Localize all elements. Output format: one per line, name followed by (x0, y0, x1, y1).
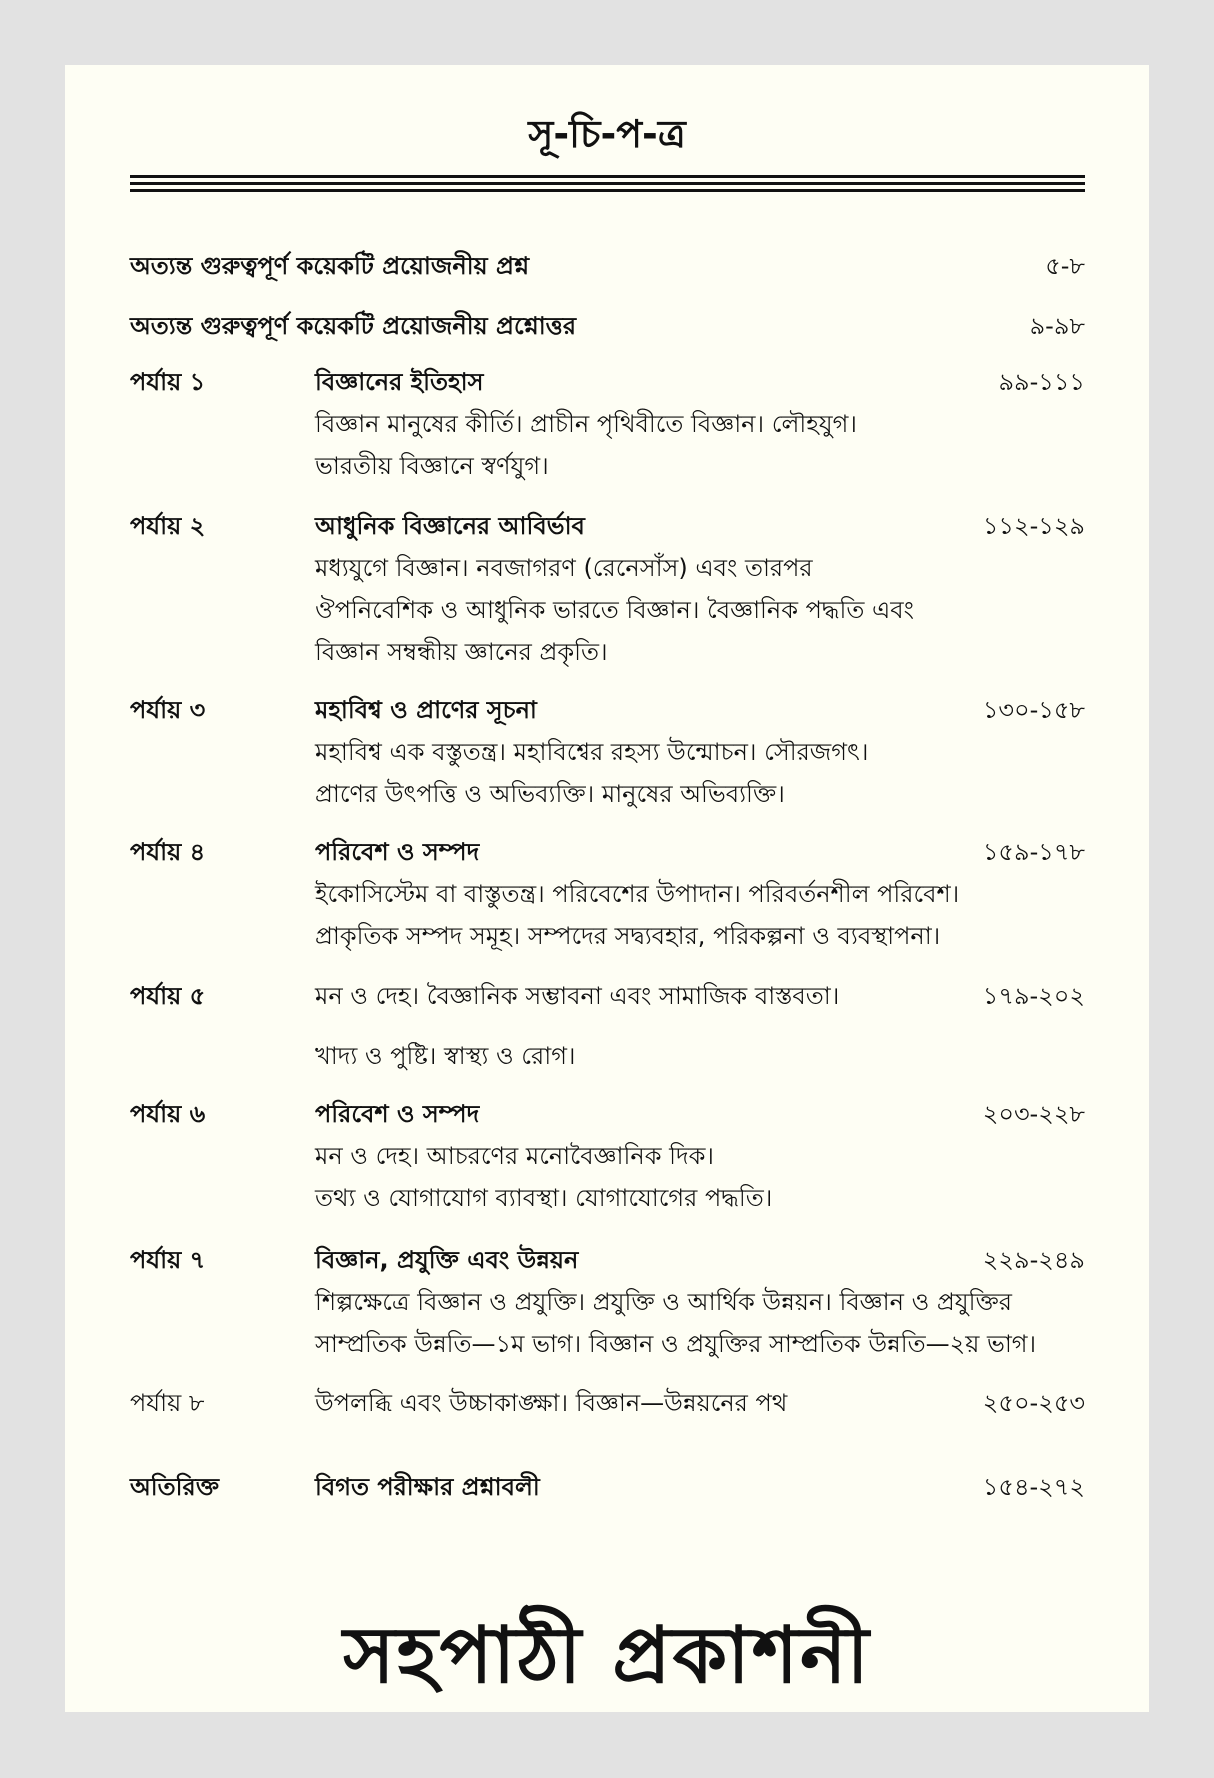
chapter-topic-line: শিল্পক্ষেত্রে বিজ্ঞান ও প্রযুক্তি। প্রযুক্তি ও আর্থিক উন্নয়ন। বিজ্ঞান ও প্রযুক্তির (315, 1288, 1012, 1316)
chapter-pages: ১৭৯-২০২ (982, 982, 1085, 1010)
chapter-topic-line: সাম্প্রতিক উন্নতি—১ম ভাগ। বিজ্ঞান ও প্রযুক্তির সাম্প্রতিক উন্নতি—২য় ভাগ। (315, 1330, 1037, 1358)
chapter-topic-line: মধ্যযুগে বিজ্ঞান। নবজাগরণ (রেনেসাঁস) এবং তারপর (315, 554, 813, 582)
chapter-label: পর্যায় ১ (130, 368, 206, 396)
chapter-topic-line: বিজ্ঞান সম্বন্ধীয় জ্ঞানের প্রকৃতি। (315, 638, 608, 666)
chapter-title: বিজ্ঞান, প্রযুক্তি এবং উন্নয়ন (315, 1246, 579, 1274)
toc-chapter-5 (130, 975, 1085, 1077)
title-divider (130, 175, 1085, 196)
toc-chapter-4 (130, 831, 1085, 957)
chapter-topic-line: খাদ্য ও পুষ্টি। স্বাস্থ্য ও রোগ। (315, 1042, 576, 1070)
toc-entry-intro-questions (130, 245, 1085, 287)
chapter-label: পর্যায় ২ (130, 512, 206, 540)
chapter-label: পর্যায় ৬ (130, 1100, 206, 1128)
chapter-title: পরিবেশ ও সম্পদ (315, 1100, 480, 1128)
chapter-topic-line: মহাবিশ্ব এক বস্তুতন্ত্র। মহাবিশ্বের রহস্য উন্মোচন। সৌরজগৎ। (315, 738, 869, 766)
chapter-pages: ১৫৯-১৭৮ (982, 838, 1085, 866)
chapter-topic-line: ভারতীয় বিজ্ঞানে স্বর্ণযুগ। (315, 452, 549, 480)
chapter-pages: ৯৯-১১১ (998, 368, 1085, 396)
toc-chapter-1 (130, 361, 1085, 487)
chapter-pages: ২২৯-২৪৯ (982, 1246, 1085, 1274)
chapter-topic-line: মন ও দেহ। আচরণের মনোবৈজ্ঞানিক দিক। (315, 1142, 714, 1170)
toc-chapter-3 (130, 689, 1085, 815)
chapter-label: পর্যায় ৩ (130, 696, 206, 724)
chapter-label: পর্যায় ৫ (130, 982, 206, 1010)
entry-pages: ৫-৮ (1045, 252, 1085, 280)
entry-pages: ৯-৯৮ (1029, 312, 1085, 340)
chapter-label: পর্যায় ৭ (130, 1246, 206, 1274)
chapter-topic-line: ঔপনিবেশিক ও আধুনিক ভারতে বিজ্ঞান। বৈজ্ঞানিক পদ্ধতি এবং (315, 596, 914, 624)
extra-title: বিগত পরীক্ষার প্রশ্নাবলী (315, 1473, 540, 1501)
chapter-title: মন ও দেহ। বৈজ্ঞানিক সম্ভাবনা এবং সামাজিক বাস্তবতা। (315, 982, 840, 1010)
extra-pages: ১৫৪-২৭২ (982, 1473, 1085, 1501)
toc-page (65, 65, 1149, 1712)
chapter-pages: ২০৩-২২৮ (982, 1100, 1085, 1128)
chapter-topic-line: প্রাকৃতিক সম্পদ সমূহ। সম্পদের সদ্ব্যবহার, পরিকল্পনা ও ব্যবস্থাপনা। (315, 922, 941, 950)
toc-chapter-8 (130, 1382, 1085, 1424)
chapter-title: আধুনিক বিজ্ঞানের আবির্ভাব (315, 512, 585, 540)
chapter-title: পরিবেশ ও সম্পদ (315, 838, 480, 866)
publisher-logo: সহপাঠী প্রকাশনী (343, 1610, 871, 1701)
toc-chapter-6 (130, 1093, 1085, 1219)
toc-entry-intro-answers (130, 305, 1085, 347)
toc-chapter-2 (130, 505, 1085, 673)
chapter-pages: ১১২-১২৯ (982, 512, 1085, 540)
chapter-topic-line: তথ্য ও যোগাযোগ ব্যাবস্থা। যোগাযোগের পদ্ধতি। (315, 1184, 773, 1212)
chapter-pages: ২৫০-২৫৩ (982, 1389, 1085, 1417)
extra-label: অতিরিক্ত (130, 1473, 220, 1501)
chapter-pages: ১৩০-১৫৮ (982, 696, 1085, 724)
chapter-title: উপলব্ধি এবং উচ্চাকাঙ্ক্ষা। বিজ্ঞান—উন্নয়নের পথ (315, 1389, 788, 1417)
toc-chapter-7 (130, 1239, 1085, 1365)
chapter-label: পর্যায় ৮ (130, 1389, 205, 1417)
page-title: সূ-চি-প-ত্র (528, 112, 686, 156)
entry-title: অত্যন্ত গুরুত্বপূর্ণ কয়েকটি প্রয়োজনীয় প্রশ্ন (130, 252, 530, 280)
chapter-title: মহাবিশ্ব ও প্রাণের সূচনা (315, 696, 537, 724)
chapter-topic-line: প্রাণের উৎপত্তি ও অভিব্যক্তি। মানুষের অভিব্যক্তি। (315, 780, 785, 808)
chapter-label: পর্যায় ৪ (130, 838, 206, 866)
entry-title: অত্যন্ত গুরুত্বপূর্ণ কয়েকটি প্রয়োজনীয় প্রশ্নোত্তর (130, 312, 577, 340)
chapter-topic-line: ইকোসিস্টেম বা বাস্তুতন্ত্র। পরিবেশের উপাদান। পরিবর্তনশীল পরিবেশ। (315, 880, 960, 908)
toc-extra (130, 1466, 1085, 1508)
chapter-title: বিজ্ঞানের ইতিহাস (315, 368, 484, 396)
chapter-topic-line: বিজ্ঞান মানুষের কীর্তি। প্রাচীন পৃথিবীতে বিজ্ঞান। লৌহযুগ। (315, 410, 857, 438)
